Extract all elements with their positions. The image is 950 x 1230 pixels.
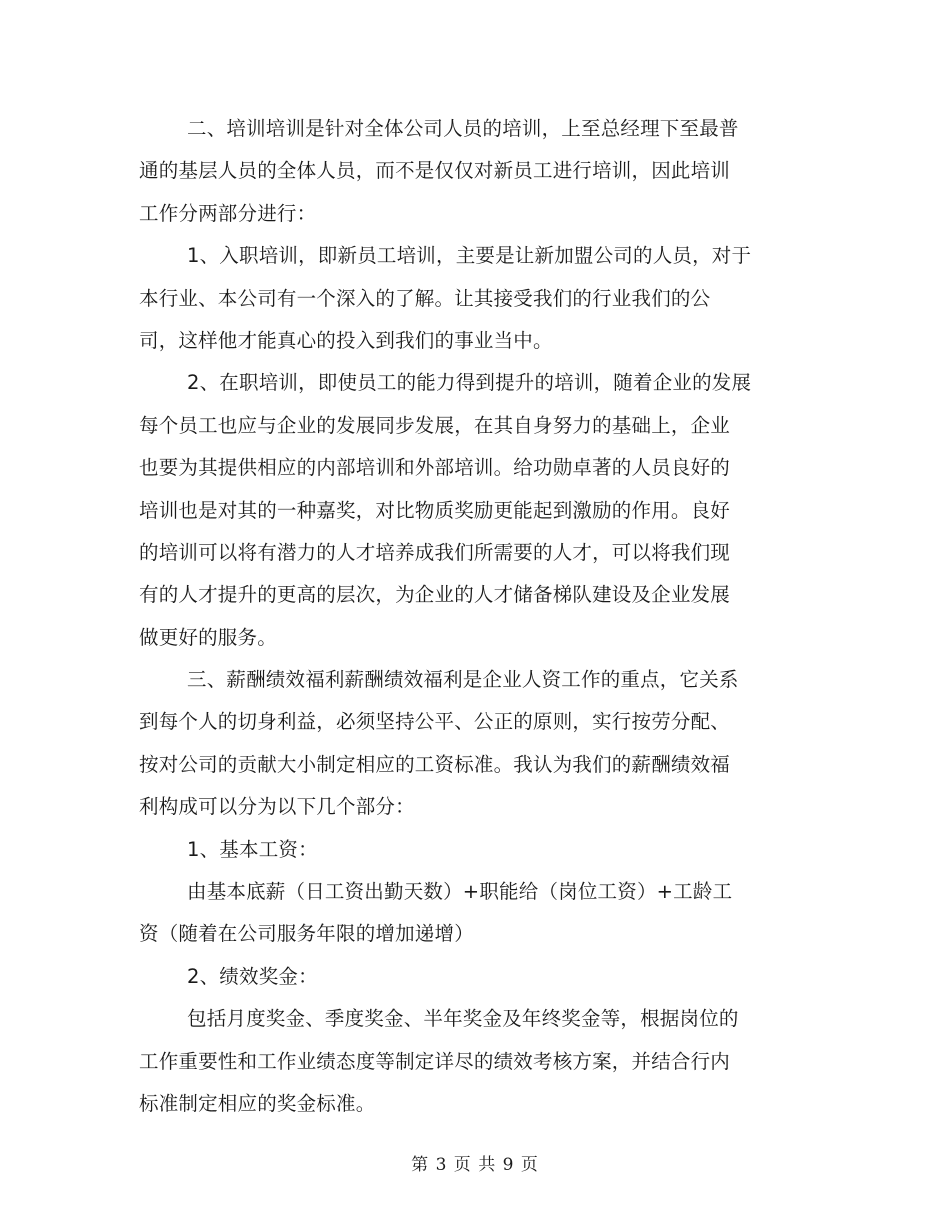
text-line: 工作分两部分进行： <box>139 201 317 225</box>
text-line: 司，这样他才能真心的投入到我们的事业当中。 <box>139 328 553 352</box>
text-line: 资（随着在公司服务年限的增加递增） <box>139 922 474 946</box>
text-line: 二、培训培训是针对全体公司人员的培训，上至总经理下至最普 <box>187 117 739 140</box>
text-line: 2、在职培训，即使员工的能力得到提升的培训，随着企业的发展 <box>187 371 752 395</box>
text-line: 的培训可以将有潜力的人才培养成我们所需要的人才，可以将我们现 <box>139 540 731 564</box>
text-line: 由基本底薪（日工资出勤天数）+职能给（岗位工资）+工龄工 <box>187 880 733 904</box>
text-line: 利构成可以分为以下几个部分： <box>139 795 415 819</box>
text-line: 1、入职培训，即新员工培训，主要是让新加盟公司的人员，对于 <box>187 244 752 268</box>
text-line: 本行业、本公司有一个深入的了解。让其接受我们的行业我们的公 <box>139 286 711 310</box>
document-body <box>139 108 769 1125</box>
text-line: 包括月度奖金、季度奖金、半年奖金及年终奖金等，根据岗位的 <box>187 1007 739 1031</box>
text-line: 标准制定相应的奖金标准。 <box>139 1091 376 1115</box>
text-line: 每个员工也应与企业的发展同步发展，在其自身努力的基础上，企业 <box>139 413 731 437</box>
page-number: 第 3 页 共 9 页 <box>411 1155 539 1175</box>
text-line: 有的人才提升的更高的层次，为企业的人才储备梯队建设及企业发展 <box>139 583 731 607</box>
text-line: 也要为其提供相应的内部培训和外部培训。给功勋卓著的人员良好的 <box>139 456 731 480</box>
text-line: 1、基本工资： <box>187 837 318 861</box>
text-line: 按对公司的贡献大小制定相应的工资标准。我认为我们的薪酬绩效福 <box>139 752 731 776</box>
text-line: 做更好的服务。 <box>139 625 277 649</box>
text-line: 培训也是对其的一种嘉奖，对比物质奖励更能起到激励的作用。良好 <box>139 498 731 522</box>
text-line: 通的基层人员的全体人员，而不是仅仅对新员工进行培训，因此培训 <box>139 159 731 183</box>
text-line: 2、绩效奖金： <box>187 964 318 988</box>
text-line: 工作重要性和工作业绩态度等制定详尽的绩效考核方案，并结合行内 <box>139 1049 731 1073</box>
text-line: 三、薪酬绩效福利薪酬绩效福利是企业人资工作的重点，它关系 <box>187 668 739 692</box>
page-footer <box>0 1150 950 1175</box>
text-line: 到每个人的切身利益，必须坚持公平、公正的原则，实行按劳分配、 <box>139 710 731 734</box>
